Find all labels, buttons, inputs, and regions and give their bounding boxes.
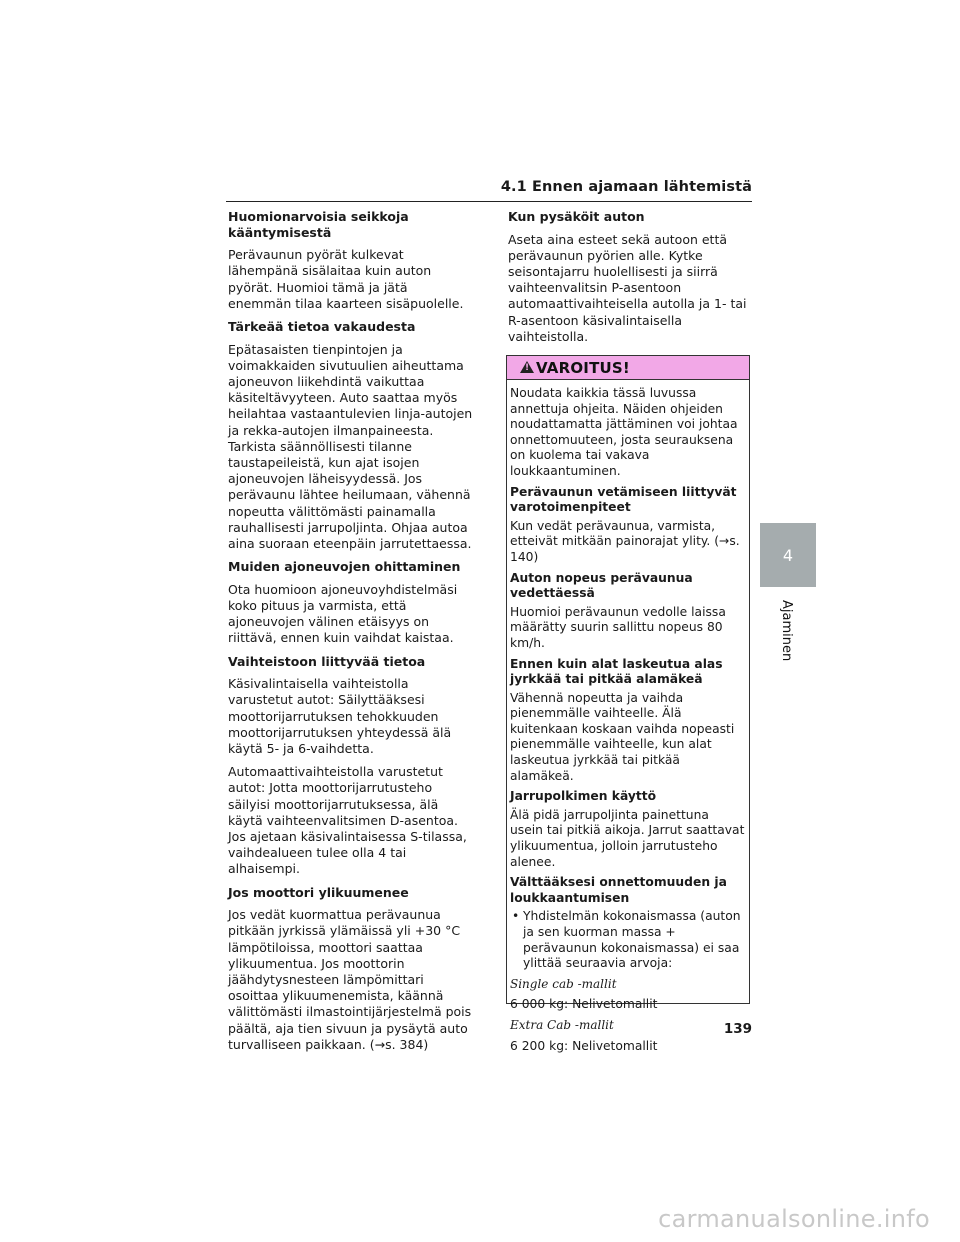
model-label: Extra Cab -mallit [510, 1017, 614, 1032]
subheading: Jarrupolkimen käyttö [510, 789, 657, 804]
subheading: Muiden ajoneuvojen ohittaminen [228, 559, 461, 575]
paragraph: Noudata kaikkia tässä luvussa annettuja ohjeita. Näiden ohjeiden noudattamatta jättäminen voi johtaa onnettomuuteen, josta seurauksena on kuolema tai vakava loukkaantuminen. [510, 386, 738, 478]
subheading: Jos moottori ylikuumenee [228, 884, 409, 900]
paragraph: Ota huomioon ajoneuvoyhdistelmäsi koko pituus ja varmista, että ajoneuvojen välinen etäisyys on riittävä, ennen kuin vaihdat kaistaa. [228, 581, 458, 646]
paragraph: Älä pidä jarrupoljinta painettuna usein tai pitkiä aikoja. Jarrut saattavat ylikuumentua, jolloin jarrutusteho alenee. [510, 807, 745, 869]
paragraph: Automaattivaihteistolla varustetut autot: Jotta moottorijarrutusteho säilyisi moottorijarrutuksessa, älä käytä vaihteenvalitsimen D-asentoa. Jos ajetaan käsivalintaisessa S-tilassa, vaihdealueen tulee olla 4 tai alhaisempi. [228, 764, 467, 877]
subheading: Tärkeää tietoa vakaudesta [228, 319, 416, 334]
paragraph: Käsivalintaisella vaihteistolla varustetut autot: Säilyttääksesi moottorijarrutuksen tehokkuuden moottorijarrutuksen yhteydessä älä käytä 5- ja 6-vaihdetta. [228, 676, 452, 757]
paragraph: Vähennä nopeutta ja vaihda pienemmälle vaihteelle. Älä kuitenkaan koskaan vaihda nopeasti pienemmälle vaihteelle, kun alat laskeutua jyrkkää tai pitkää alamäkeä. [510, 690, 735, 783]
page-number: 139 [723, 1021, 752, 1037]
paragraph: 6 200 kg: Nelivetomallit [510, 1038, 658, 1053]
paragraph: 6 000 kg: Nelivetomallit [510, 997, 658, 1012]
header-rule [226, 201, 752, 202]
chapter-tab[interactable] [760, 523, 816, 587]
watermark: carmanualsonline.info [658, 1205, 930, 1233]
warning-header [507, 356, 749, 380]
paragraph: Huomioi perävaunun vedolle laissa määrätty suurin sallittu nopeus 80 km/h. [510, 604, 726, 650]
paragraph: Epätasaisten tienpintojen ja voimakkaiden sivutuulien aiheuttama ajoneuvon liikehdintä vaikuttaa käsiteltävyyteen. Auto saattaa myös heilahtaa vastaantulevien linja-autojen ja rekka-autojen ilmanpaineesta. Tarkista säännöllisesti tilanne taustapeileistä, kun ajat isojen ajoneuvojen läheisyydessä. Jos perävaunu lähtee heilumaan, vähennä nopeutta välittömästi painamalla rauhallisesti jarrupoljinta. Ohjaa autoa aina suoraan eteenpäin jarrutettaessa. [228, 341, 473, 552]
warning-body [507, 380, 749, 1054]
warning-triangle-icon: ! [520, 361, 534, 373]
right-column [508, 209, 752, 352]
paragraph: Perävaunun pyörät kulkevat lähempänä sisälaitaa kuin auton pyörät. Huomioi tämä ja jätä enemmän tilaa kaarteen sisäpuolelle. [228, 247, 464, 311]
bullet-list [510, 909, 745, 971]
section-title: 4.1 Ennen ajamaan lähtemistä [500, 179, 752, 195]
subheading: Huomionarvoisia seikkoja kääntymisestä [228, 209, 409, 240]
left-column [228, 209, 474, 1060]
bullet-item: • Yhdistelmän kokonaismassa (auton ja sen kuorman massa + perävaunun kokonaismassa) ei saa ylittää seuraavia arvoja: [510, 909, 745, 971]
paragraph: Jos vedät kuormattua perävaunua pitkään jyrkissä ylämäissä yli +30 °C lämpötiloissa, moottori saattaa ylikuumentua. Jos moottorin jäähdytysnesteen lämpömittari osoittaa ylikuumenemista, käännä välittömästi ilmastointijärjestelmä pois päältä, aja tien sivuun ja pysäytä auto turvalliseen paikkaan. (→s. 384) [228, 907, 472, 1052]
paragraph: Aseta aina esteet sekä autoon että perävaunun pyörien alle. Kytke seisontajarru huolellisesti ja siirrä vaihteenvalitsin P-asentoon automaattivaihteisella autolla ja 1- tai R-asentoon käsivalintaisella vaihteistolla. [508, 231, 747, 344]
subheading: Perävaunun vetämiseen liittyvät varotoimenpiteet [510, 484, 737, 515]
warning-title: VAROITUS! [536, 358, 630, 377]
subheading: Ennen kuin alat laskeutua alas jyrkkää tai pitkää alamäkeä [510, 656, 723, 687]
model-label: Single cab -mallit [510, 976, 617, 991]
paragraph: Kun vedät perävaunua, varmista, etteivät mitkään painorajat ylity. (→s. 140) [510, 518, 740, 564]
subheading: Vaihteistoon liittyvää tietoa [228, 653, 426, 669]
subheading: Välttääksesi onnettomuuden ja loukkaantumisen [510, 875, 727, 905]
chapter-number: 4 [782, 545, 794, 565]
subheading: Kun pysäköit auton [508, 209, 645, 224]
subheading: Auton nopeus perävaunua vedettäessä [510, 570, 693, 601]
chapter-label: Ajaminen [779, 600, 794, 662]
